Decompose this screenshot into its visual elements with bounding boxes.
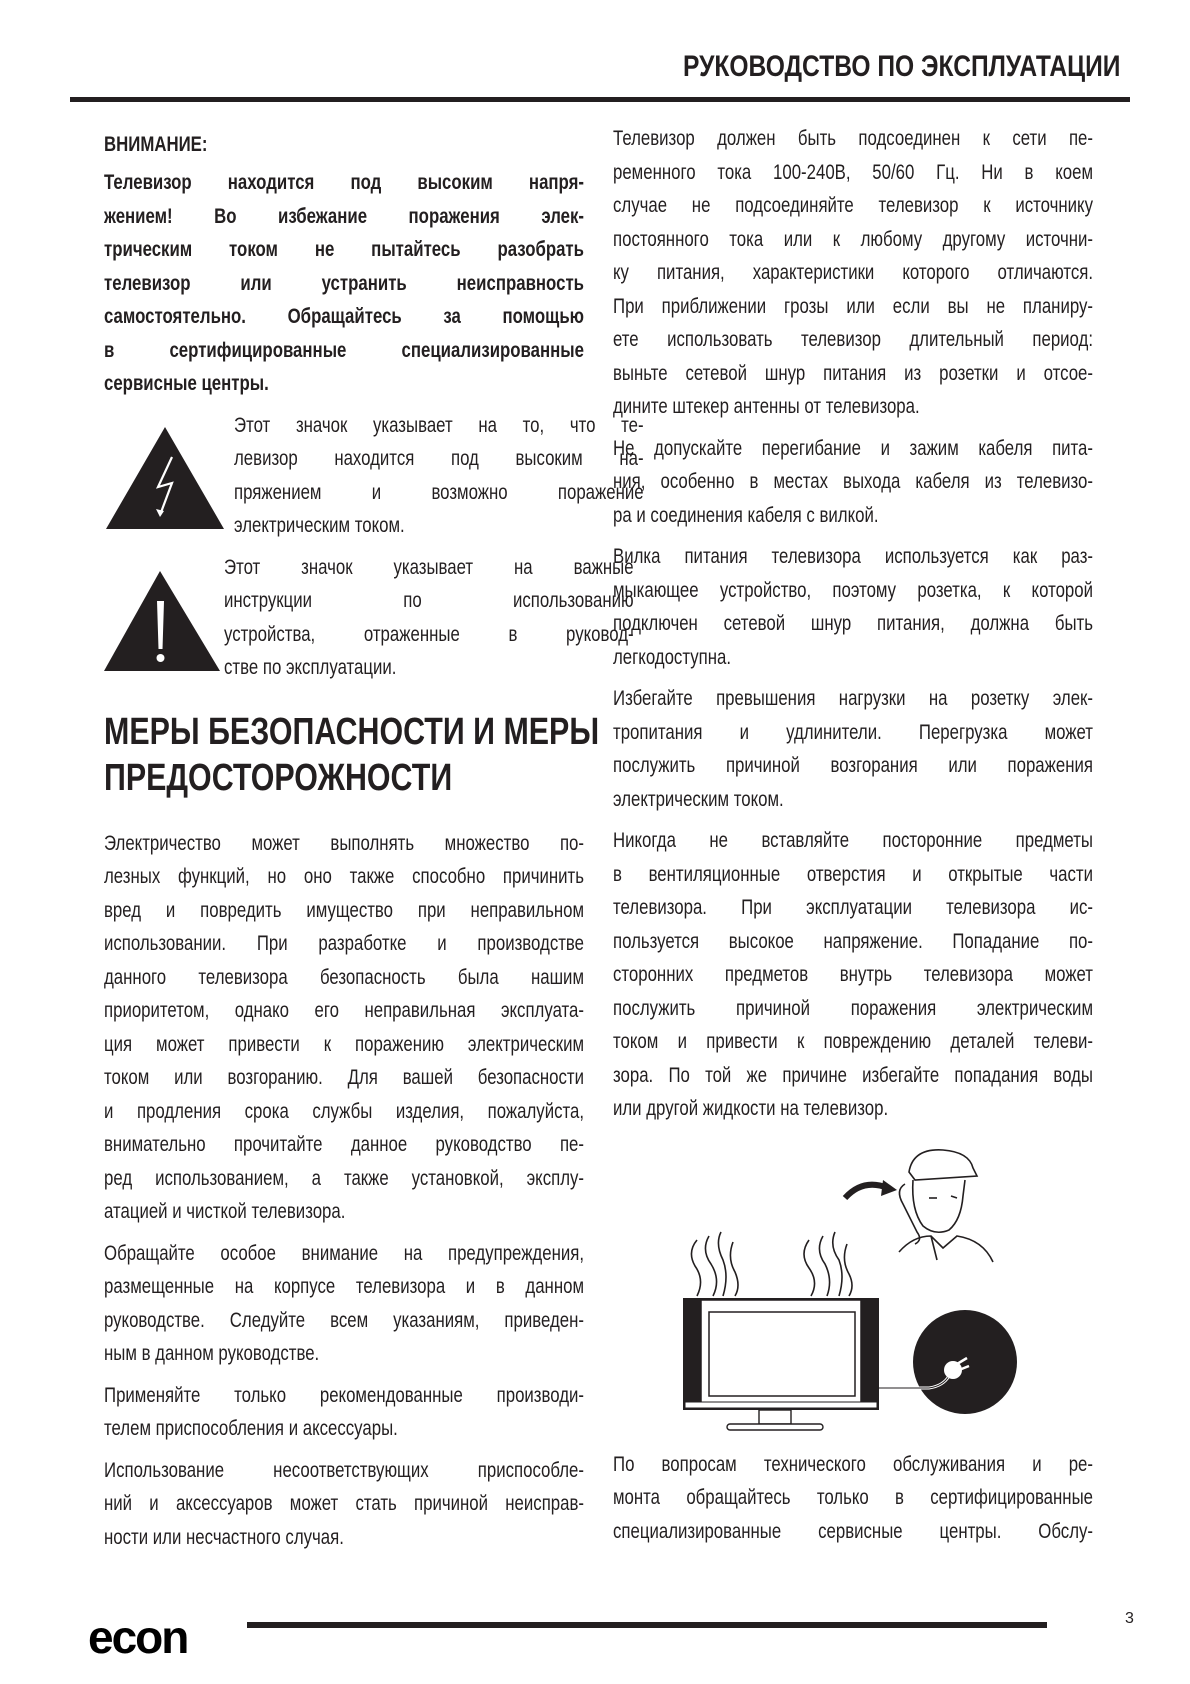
text-line: использовании. При разработке и производстве [104, 932, 584, 955]
text-line: приоритетом, однако его неправильная эксплуата- [104, 999, 584, 1022]
text-line: и продления срока службы изделия, пожалуйста, [104, 1099, 584, 1123]
page-number: 3 [1125, 1610, 1134, 1627]
text-line: выньте сетевой шнур питания из розетки и отсое- [613, 361, 1093, 385]
text-line: Вилка питания телевизора используется как раз- [613, 545, 1093, 568]
paragraph [613, 122, 1093, 424]
text-line: послужить причиной возгорания или поражения [613, 754, 1093, 777]
text-line: атацией и чисткой телевизора. [104, 1200, 346, 1223]
text-line: ку питания, характеристики которого отличаются. [613, 261, 1093, 284]
text-line: При приближении грозы или если вы не планиру- [613, 294, 1093, 318]
paragraph [613, 824, 1093, 1126]
attention-line: самостоятельно. Обращайтесь за помощью [104, 305, 584, 328]
text-line: Никогда не вставляйте посторонние предметы [613, 829, 1093, 852]
text-line: зора. По той же причине избегайте попадания воды [613, 1063, 1093, 1087]
text-line: постоянного тока или к любому другому источни- [613, 227, 1093, 251]
text-line: ний и аксессуаров может стать причиной неисправ- [104, 1492, 584, 1515]
text-line: телевизора. При эксплуатации телевизора ис- [613, 896, 1093, 919]
text-line: подключен сетевой шнур питания, должна быть [613, 612, 1093, 635]
text-line: ным в данном руководстве. [104, 1342, 320, 1365]
attention-line: трическим током не пытайтесь разобрать [104, 238, 584, 261]
text-line: случае не подсоединяйте телевизор к источнику [613, 194, 1093, 217]
text-line: вред и повредить имущество при неправильном [104, 898, 584, 922]
attention-label: ВНИМАНИЕ: [104, 133, 208, 156]
service-illustration [613, 1140, 1093, 1440]
symbol-text-line: Этот значок указывает на важные [224, 555, 634, 579]
symbol-text-line: Этот значок указывает на то, что те- [234, 413, 644, 437]
text-line: сторонних предметов внутрь телевизора может [613, 963, 1093, 986]
paragraph [613, 1448, 1093, 1549]
high-voltage-warning-icon [104, 425, 226, 538]
section-heading-line: ПРЕДОСТОРОЖНОСТИ [104, 756, 453, 799]
symbol-text-line: электрическим током. [234, 514, 405, 537]
text-line: лезных функций, но оно также способно причинить [104, 865, 584, 888]
symbol-text-line: инструкции по использованию [224, 589, 634, 612]
text-line: монта обращайтесь только в сертифицированные [613, 1486, 1093, 1509]
text-line: дините штекер антенны от телевизора. [613, 395, 920, 418]
paragraph [104, 1454, 584, 1555]
text-line: Обращайте особое внимание на предупреждения, [104, 1241, 584, 1265]
exclamation-warning-icon [104, 569, 226, 678]
text-line: мыкающее устройство, поэтому розетка, к которой [613, 578, 1093, 602]
text-line: пользуется высокое напряжение. Попадание по- [613, 929, 1093, 953]
paragraph [613, 432, 1093, 533]
text-line: Применяйте только рекомендованные производи- [104, 1383, 584, 1407]
left-column [104, 128, 644, 1562]
paragraph [613, 682, 1093, 816]
page-header-title: РУКОВОДСТВО ПО ЭКСПЛУАТАЦИИ [682, 50, 1120, 83]
text-line: Использование несоответствующих приспособле- [104, 1458, 584, 1482]
paragraph [613, 540, 1093, 674]
tv-smoke-service-icon [613, 1140, 1093, 1440]
symbol-text-line: пряжением и возможно поражение [234, 480, 644, 504]
text-line: Не допускайте перегибание и зажим кабеля пита- [613, 436, 1093, 460]
text-line: специализированные сервисные центры. Обслу- [613, 1519, 1093, 1543]
text-line: электрическим током. [613, 787, 784, 811]
text-line: Избегайте превышения нагрузки на розетку элек- [613, 687, 1093, 710]
paragraph [104, 1237, 584, 1371]
symbol-high-voltage [104, 409, 644, 551]
attention-line: в сертифицированные специализированные [104, 338, 584, 362]
footer-divider [247, 1622, 1047, 1628]
text-line: легкодоступна. [613, 645, 732, 669]
text-line: ред использованием, а также установкой, эксплу- [104, 1166, 584, 1190]
text-line: ра и соединения кабеля с вилкой. [613, 503, 879, 527]
text-line: в вентиляционные отверстия и открытые части [613, 862, 1093, 886]
symbol-text-line: левизор находится под высоким на- [234, 447, 644, 470]
text-line: ция может привести к поражению электрическим [104, 1032, 584, 1056]
text-line: Электричество может выполнять множество по- [104, 831, 584, 855]
attention-line: телевизор или устранить неисправность [104, 271, 584, 295]
text-line: током или возгоранию. Для вашей безопасности [104, 1066, 584, 1089]
econ-logo: econ [88, 1611, 188, 1663]
text-line: ременного тока 100-240В, 50/60 Гц. Ни в коем [613, 160, 1093, 184]
text-line: тропитания и удлинители. Перегрузка может [613, 720, 1093, 744]
attention-block [104, 128, 584, 401]
symbol-important-instructions [104, 551, 634, 685]
attention-line: жением! Во избежание поражения элек- [104, 204, 584, 228]
right-column [613, 122, 1093, 1556]
paragraph [104, 827, 584, 1229]
section-heading-line: МЕРЫ БЕЗОПАСНОСТИ И МЕРЫ [104, 710, 600, 753]
text-line: послужить причиной поражения электрическим [613, 996, 1093, 1020]
text-line: данного телевизора безопасность была нашим [104, 965, 584, 989]
text-line: руководстве. Следуйте всем указаниям, приведен- [104, 1308, 584, 1332]
text-line: По вопросам технического обслуживания и ре- [613, 1452, 1093, 1476]
paragraph [104, 1379, 584, 1446]
text-line: размещенные на корпусе телевизора и в данном [104, 1275, 584, 1298]
attention-line: сервисные центры. [104, 372, 269, 395]
symbol-text-line: стве по эксплуатации. [224, 656, 397, 679]
text-line: током и привести к повреждению деталей телеви- [613, 1030, 1093, 1053]
text-line: или другой жидкости на телевизор. [613, 1097, 889, 1120]
text-line: ете использовать телевизор длительный период: [613, 328, 1093, 351]
text-line: телем приспособления и аксессуары. [104, 1417, 398, 1440]
text-line: внимательно прочитайте данное руководство пе- [104, 1133, 584, 1156]
section-heading [104, 709, 600, 801]
text-line: Телевизор должен быть подсоединен к сети пе- [613, 127, 1093, 150]
text-line: ния, особенно в местах выхода кабеля из телевизо- [613, 470, 1093, 493]
text-line: ности или несчастного случая. [104, 1525, 344, 1549]
attention-line: Телевизор находится под высоким напря- [104, 171, 584, 194]
header-divider [70, 97, 1130, 102]
symbol-text-line: устройства, отраженные в руковод- [224, 622, 634, 646]
